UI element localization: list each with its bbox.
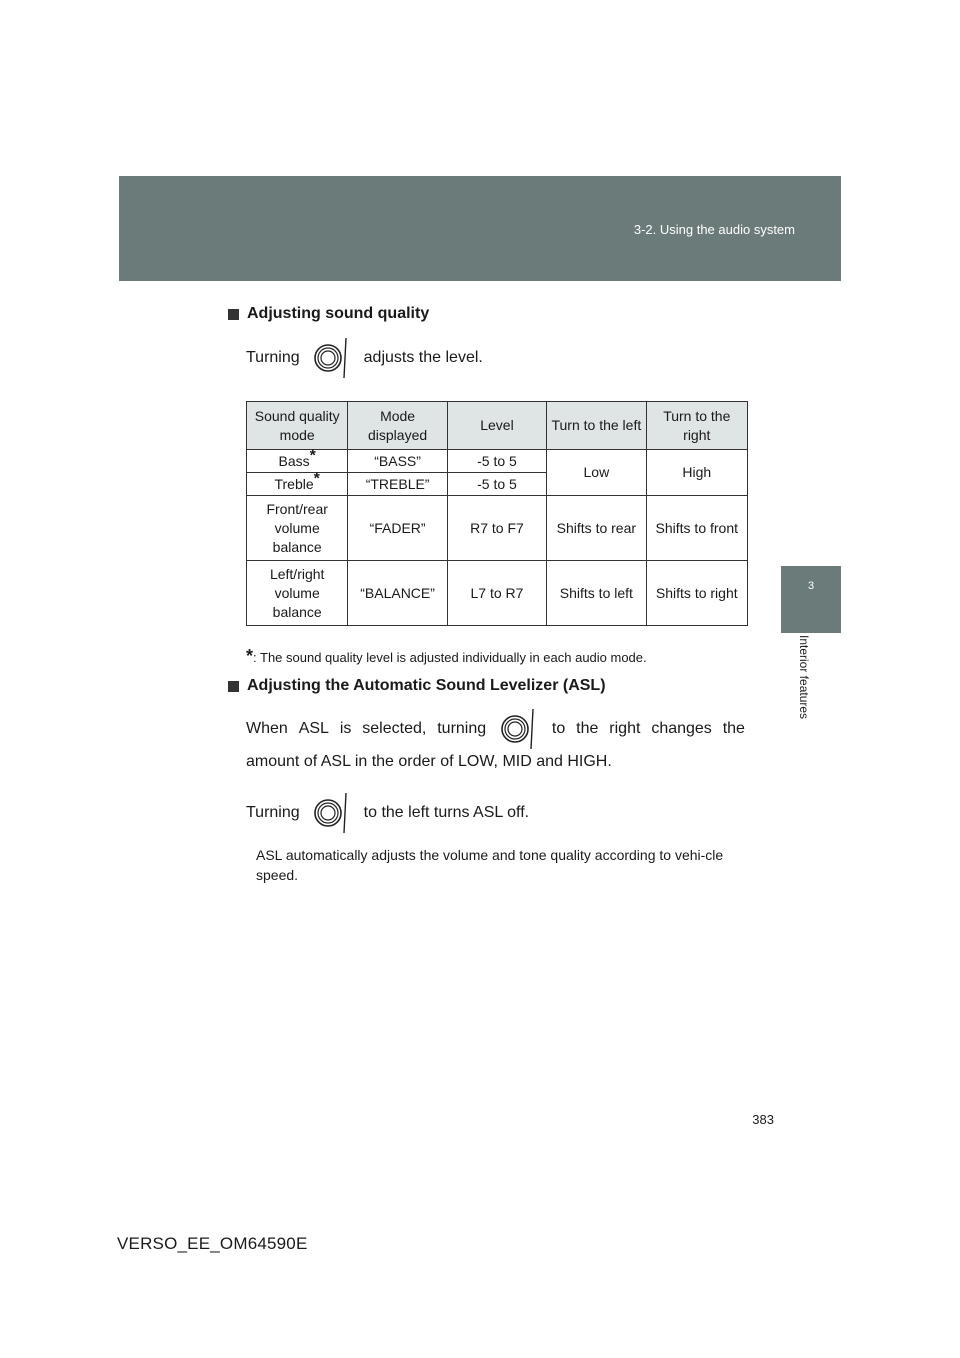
chapter-number: 3	[807, 580, 815, 592]
mode-cell: Left/right volume balance	[247, 561, 348, 626]
level-cell: R7 to F7	[447, 496, 546, 561]
asl-instruction-line1: When ASL is selected, turning to the right changes the	[246, 707, 745, 751]
header-cell: Sound quality mode	[247, 402, 348, 450]
mode-cell: Bass*	[247, 450, 348, 473]
square-bullet-icon	[228, 309, 239, 320]
control-knob-icon	[497, 707, 541, 751]
header-cell: Mode displayed	[348, 402, 447, 450]
document-code: VERSO_EE_OM64590E	[117, 1234, 308, 1253]
asl-instruction-line2: amount of ASL in the order of LOW, MID and HIGH.	[246, 753, 612, 770]
table-row	[247, 496, 748, 561]
level-cell: -5 to 5	[447, 473, 546, 496]
display-cell: “TREBLE”	[348, 473, 447, 496]
page-number: 383	[752, 1112, 774, 1127]
asl-heading: Adjusting the Automatic Sound Levelizer (ASL)	[228, 677, 606, 695]
asl-off-instruction: Turning to the left turns ASL off.	[246, 791, 529, 835]
table-header-row	[247, 402, 748, 450]
table-row	[247, 561, 748, 626]
right-cell: High	[646, 450, 747, 496]
left-cell: Shifts to left	[547, 561, 646, 626]
display-cell: “BALANCE”	[348, 561, 447, 626]
left-cell: Shifts to rear	[547, 496, 646, 561]
section-title: 3-2. Using the audio system	[633, 222, 795, 237]
chapter-tab	[781, 566, 841, 633]
mode-cell: Front/rear volume balance	[247, 496, 348, 561]
level-cell: L7 to R7	[447, 561, 546, 626]
table-footnote: *: The sound quality level is adjusted individually in each audio mode.	[246, 646, 647, 666]
right-cell: Shifts to right	[646, 561, 747, 626]
table-row	[247, 450, 748, 473]
header-cell: Turn to the right	[646, 402, 747, 450]
left-cell: Low	[547, 450, 646, 496]
sound-quality-instruction: Turning adjusts the level.	[246, 336, 483, 380]
header-cell: Turn to the left	[547, 402, 646, 450]
square-bullet-icon	[228, 681, 239, 692]
header-band	[119, 176, 841, 281]
chapter-label: Interior features	[797, 635, 811, 720]
display-cell: “FADER”	[348, 496, 447, 561]
asl-note: ASL automatically adjusts the volume and tone quality according to vehi-cle speed.	[256, 847, 724, 883]
display-cell: “BASS”	[348, 450, 447, 473]
level-cell: -5 to 5	[447, 450, 546, 473]
control-knob-icon	[310, 336, 354, 380]
header-cell: Level	[447, 402, 546, 450]
sound-quality-table	[246, 401, 748, 626]
control-knob-icon	[310, 791, 354, 835]
right-cell: Shifts to front	[646, 496, 747, 561]
mode-cell: Treble*	[247, 473, 348, 496]
sound-quality-heading: Adjusting sound quality	[228, 305, 429, 323]
